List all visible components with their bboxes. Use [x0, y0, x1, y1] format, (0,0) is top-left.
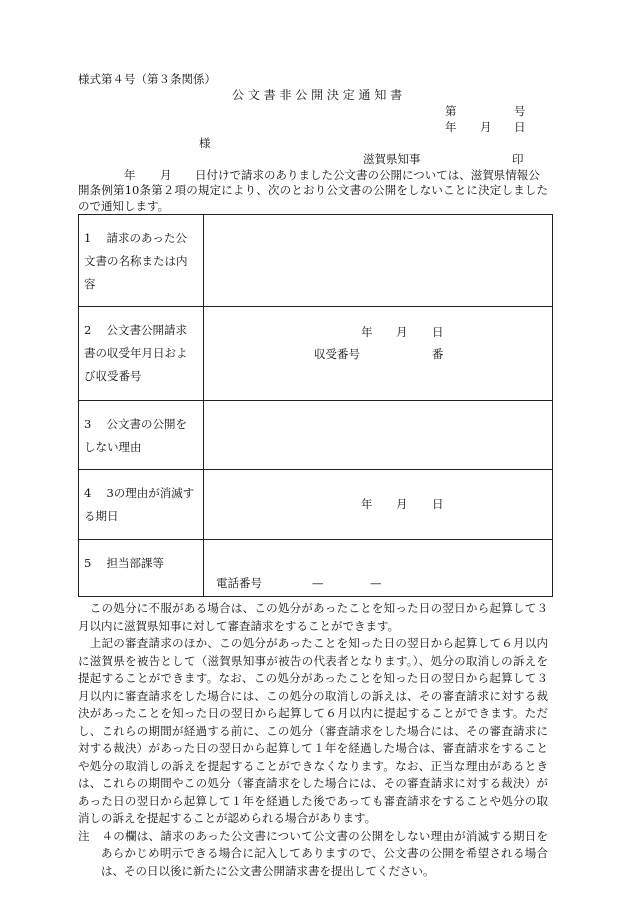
row2-year: 年	[361, 325, 373, 339]
row4-year: 年	[361, 497, 373, 511]
table-row	[79, 401, 553, 470]
intro-month: 月	[160, 168, 172, 182]
row2-month: 月	[396, 325, 408, 339]
row5-label: 5 担当部課等	[84, 556, 164, 570]
appeal-notice	[78, 600, 548, 880]
sender-name: 滋賀県知事	[363, 152, 421, 166]
form-number: 様式第４号（第３条関係）	[78, 72, 216, 86]
phone-label: 電話番号	[216, 576, 262, 590]
appeal-paragraph-1: この処分に不服がある場合は、この処分があったことを知った日の翌日から起算して３月以内に滋賀県知事に対して審査請求をすることができます。	[78, 601, 548, 633]
footnote: 注 ４の欄は、請求のあった公文書について公文書の公開をしない理由が消滅する期日をあらかじめ明示できる場合に記入してありますので、公文書の公開を希望される場合は、その日以後に新たに公文書公開請求書を提出してください。	[78, 828, 548, 878]
row4-label: 4 3の理由が消滅する期日	[84, 486, 195, 523]
row4-day: 日	[432, 497, 444, 511]
date-month: 月	[480, 120, 492, 134]
row3-label: 3 公文書の公開をしない理由	[84, 417, 187, 454]
row1-label: 1 請求のあった公文書の名称または内容	[84, 231, 188, 291]
table-row	[79, 307, 553, 401]
recipient-honorific: 様	[199, 136, 211, 150]
row2-day: 日	[432, 325, 444, 339]
table-row	[79, 470, 553, 540]
receipt-number-label: 収受番号	[314, 347, 360, 361]
row1-value	[204, 215, 553, 307]
row4-value	[204, 470, 553, 540]
phone-dash-1: —	[312, 576, 324, 590]
doc-number-prefix: 第	[445, 104, 457, 118]
seal-mark: 印	[512, 152, 524, 166]
row3-value	[204, 401, 553, 470]
row5-value	[204, 540, 553, 597]
table-row	[79, 215, 553, 307]
receipt-number-suffix: 番	[432, 347, 444, 361]
row2-label: 2 公文書公開請求書の収受年月日および収受番号	[84, 323, 188, 383]
table-row	[79, 540, 553, 597]
intro-year: 年	[124, 168, 136, 182]
date-day: 日	[514, 120, 526, 134]
intro-text-rest: 開条例第10条第２項の規定により、次のとおり公文書の公開をしないことに決定しましたので通知します。	[78, 183, 548, 213]
appeal-paragraph-2: 上記の審査請求のほか、この処分があったことを知った日の翌日から起算して６月以内に滋賀県を被告として（滋賀県知事が被告の代表者となります。）、処分の取消しの訴えを提起することができます。なお、この処分があったことを知った日の翌日から起算して３月以内に審査請求をした場合には、この処分の取消しの訴えは、その審査請求に対する裁決があったことを知った日の翌日から起算して６月以内に提起することができます。ただし、これらの期間が経過する前に、この処分（審査請求をした場合には、その審査請求に対する裁決）があった日の翌日から起算して１年を経過した場合は、審査請求をすることや処分の取消しの訴えを提起することができなくなります。なお、正当な理由があるときは、これらの期間やこの処分（審査請求をした場合には、その審査請求に対する裁決）があった日の翌日から起算して１年を経過した後であっても審査請求をすることや処分の取消しの訴えを提起することが認められる場合があります。	[78, 636, 548, 825]
doc-number-suffix: 号	[514, 104, 526, 118]
row2-value	[204, 307, 553, 401]
phone-dash-2: —	[370, 576, 382, 590]
intro-text-lead: 日付けで請求のありました公文書の公開については、滋賀県情報公	[195, 168, 540, 182]
document-title: 公 文 書 非 公 開 決 定 通 知 書	[232, 88, 403, 102]
row4-month: 月	[396, 497, 408, 511]
notice-form-table	[78, 214, 553, 597]
date-year: 年	[445, 120, 457, 134]
